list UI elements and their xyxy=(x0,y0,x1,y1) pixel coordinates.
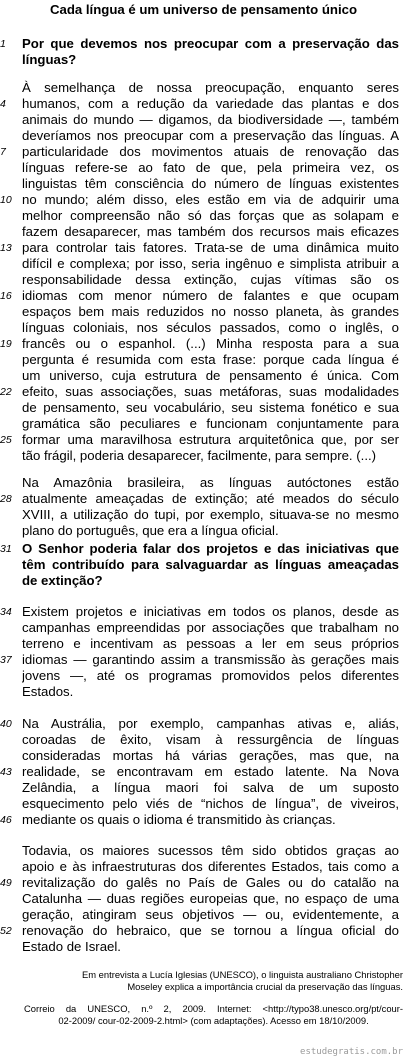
text-line: Estado de Israel. xyxy=(22,939,121,954)
line-number: 34 xyxy=(0,606,12,618)
text-line: idiomas com menor número de falantes e que ocupam xyxy=(22,288,399,303)
text-line: linguistas têm consciência do número de línguas existentes xyxy=(22,176,399,191)
text-line: línguas coloniais, nos séculos passados, como o inglês, o xyxy=(22,320,399,335)
text-line: apoio e às infraestruturas dos diferentes Estados, tais como a xyxy=(22,859,399,874)
text-line: À semelhança de nossa preocupação, enquanto seres xyxy=(22,80,399,95)
question-line: O Senhor poderia falar dos projetos e das iniciativas que xyxy=(22,541,399,556)
text-line: jovens —, até os programas promovidos pelos diferentes xyxy=(22,668,399,683)
line-number: 13 xyxy=(0,242,12,254)
text-line: Na Amazônia brasileira, as línguas autóctones estão xyxy=(22,475,399,490)
text-line: realidade, se encontravam em estado latente. Na Nova xyxy=(22,764,399,779)
text-line: campanhas empreendidas por associações que trabalham no xyxy=(22,620,399,635)
line-number: 19 xyxy=(0,338,12,350)
line-number: 49 xyxy=(0,877,12,889)
text-line: francês ou o espanhol. (...) Minha resposta para a sua xyxy=(22,336,399,351)
text-line: terreno e incentivam as pessoas a ler em seus próprios xyxy=(22,636,399,651)
text-line: revitalização do galês no País de Gales ou do catalão na xyxy=(22,875,399,890)
text-line: línguas refere-se ao fato de que, pela primeira vez, os xyxy=(22,160,399,175)
text-line: um universo, cuja estrutura de pensamento é única. Com xyxy=(22,368,399,383)
text-line: mediante os quais o idioma é transmitido às crianças. xyxy=(22,812,336,827)
line-number: 40 xyxy=(0,718,12,730)
intro-credit-line: Em entrevista a Lucía Iglesias (UNESCO), o linguista australiano Christopher xyxy=(82,969,403,980)
question-line: têm contribuído para salvaguardar as línguas ameaçadas xyxy=(22,557,399,572)
source-reference-line: Correio da UNESCO, n.º 2, 2009. Internet: <http://typo38.unesco.org/pt/cour- xyxy=(24,1003,403,1014)
text-line: esquecimento pelo viés de “nichos de língua”, de viveiros, xyxy=(22,796,399,811)
text-line: melhor compreensão não só das forças que as solapam e xyxy=(22,208,399,223)
line-number: 31 xyxy=(0,543,12,555)
line-number: 1 xyxy=(0,38,6,50)
text-line: deveríamos nos preocupar com a preservação das línguas. A xyxy=(22,128,399,143)
text-line: coroadas de êxito, visam à ressurgência de línguas xyxy=(22,732,399,747)
text-line: animais do mundo — digamos, da biodiversidade —, também xyxy=(22,112,399,127)
text-line: difícil e complexa; por isso, seria ingênuo e simplista atribuir a xyxy=(22,256,399,271)
text-line: atualmente ameaçadas de extinção; até meados do século xyxy=(22,491,399,506)
text-line: efeito, suas associações, suas metáforas, suas modalidades xyxy=(22,384,399,399)
line-number: 37 xyxy=(0,654,12,666)
line-number: 43 xyxy=(0,766,12,778)
question-line: línguas? xyxy=(22,52,77,67)
text-line: no mundo; além disso, eles estão em via de adquirir uma xyxy=(22,192,399,207)
text-line: Estados. xyxy=(22,684,74,699)
line-number: 10 xyxy=(0,194,12,206)
line-number: 25 xyxy=(0,434,12,446)
line-number: 7 xyxy=(0,146,6,158)
text-line: idiomas — garantindo assim a transmissão às gerações mais xyxy=(22,652,399,667)
line-number: 28 xyxy=(0,493,12,505)
text-line: consideradas mortas há várias gerações, mas que, na xyxy=(22,748,399,763)
text-line: responsabilidade dessa extinção, cujas vítimas são os xyxy=(22,272,399,287)
line-number: 52 xyxy=(0,925,12,937)
text-line: humanos, com a redução da variedade das plantas e dos xyxy=(22,96,399,111)
text-line: plano do português, que era a língua oficial. xyxy=(22,523,279,538)
text-line: gramática são peculiares e funcionam conjuntamente para xyxy=(22,416,399,431)
line-number: 46 xyxy=(0,814,12,826)
text-line: Existem projetos e iniciativas em todos os planos, desde as xyxy=(22,604,399,619)
line-number: 16 xyxy=(0,290,12,302)
text-line: renovação do hebraico, que se tornou a língua oficial do xyxy=(22,923,399,938)
text-line: XVIII, a utilização do tupi, por exemplo, situava-se no mesmo xyxy=(22,507,399,522)
text-line: fazem desaparecer, mas também dos recursos mais eficazes xyxy=(22,224,399,239)
text-line: geração, atingiram seus objetivos — ou, evidentemente, a xyxy=(22,907,399,922)
text-line: Catalunha — duas regiões europeias que, no espaço de uma xyxy=(22,891,399,906)
text-line: tão frágil, poderia desaparecer, facilmente, para sempre. (...) xyxy=(22,448,377,463)
text-line: formar uma maravilhosa estrutura arquitetônica que, por ser xyxy=(22,432,399,447)
line-number: 22 xyxy=(0,386,12,398)
question-line: Por que devemos nos preocupar com a preservação das xyxy=(22,36,399,51)
text-line: de pensamento, seu vocabulário, seu sistema fonético e sua xyxy=(22,400,399,415)
text-line: particularidade dos movimentos atuais de renovação das xyxy=(22,144,399,159)
text-line: pergunta é resumida com esta frase: porque cada língua é xyxy=(22,352,399,367)
text-line: Na Austrália, por exemplo, campanhas ativas e, aliás, xyxy=(22,716,399,731)
text-line: Todavia, os maiores sucessos têm sido obtidos graças ao xyxy=(22,843,399,858)
source-reference-line: 02-2009/ cour-02-2009-2.html> (com adaptações). Acesso em 18/10/2009. xyxy=(58,1015,369,1026)
question-line: de extinção? xyxy=(22,573,103,588)
article-title: Cada língua é um universo de pensamento único xyxy=(49,2,358,17)
line-number: 4 xyxy=(0,98,6,110)
intro-credit-line: Moseley explica a importância crucial da preservação das línguas. xyxy=(127,981,403,992)
text-line: espaços bem mais reduzidos no nosso planeta, às grandes xyxy=(22,304,399,319)
text-line: para controlar tais fatores. Trata-se de uma dinâmica muito xyxy=(22,240,399,255)
site-watermark: estudegratis.com.br xyxy=(300,1047,403,1057)
text-line: Zelândia, a língua maori foi salva de um suposto xyxy=(22,780,399,795)
